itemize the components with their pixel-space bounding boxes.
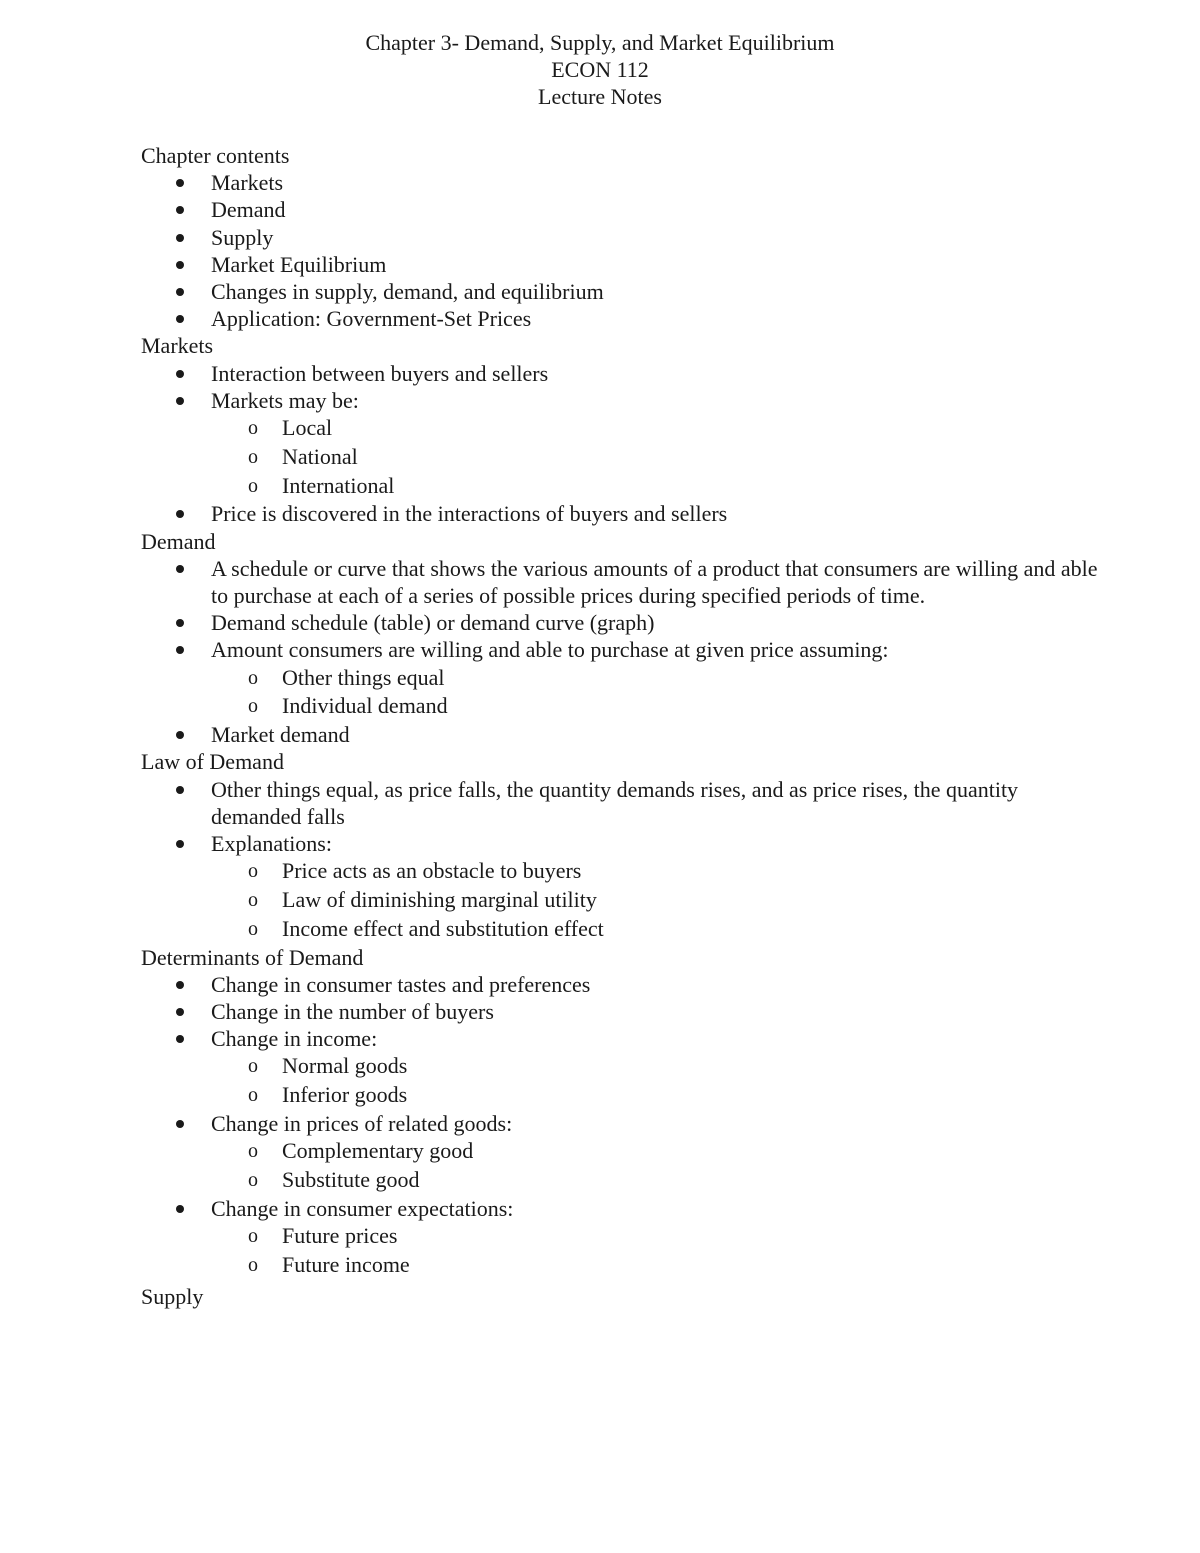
bullet-icon <box>176 565 184 573</box>
sub-list-item <box>141 1052 1101 1081</box>
hollow-bullet-icon: o <box>248 474 258 497</box>
sub-list-item-text: Complementary good <box>282 1138 474 1164</box>
bullet-list <box>141 169 1101 332</box>
list-item <box>141 278 1101 305</box>
section-heading: Markets <box>141 333 214 359</box>
sub-list-item <box>141 414 1101 443</box>
list-item-text: Markets <box>211 170 284 196</box>
bullet-icon <box>176 1205 184 1213</box>
sub-list-item <box>141 443 1101 472</box>
sub-list-item-text: Other things equal <box>282 664 445 690</box>
sub-list-item <box>141 1251 1101 1280</box>
bullet-icon <box>176 315 184 323</box>
sub-list-item-text: Normal goods <box>282 1053 408 1079</box>
bullet-icon <box>176 234 184 242</box>
bullet-icon <box>176 1035 184 1043</box>
list-item <box>141 998 1101 1025</box>
sub-list-item <box>141 692 1101 721</box>
sub-list-item-text: International <box>282 472 395 498</box>
sub-list-item <box>141 472 1101 501</box>
bullet-icon <box>176 261 184 269</box>
hollow-bullet-icon: o <box>248 417 258 440</box>
sub-list-item-text: Law of diminishing marginal utility <box>282 887 597 913</box>
bullet-icon <box>176 206 184 214</box>
sub-list-wrapper <box>141 857 1101 943</box>
bullet-icon <box>176 510 184 518</box>
list-item <box>141 1110 1101 1195</box>
list-item <box>141 169 1101 196</box>
list-item <box>141 971 1101 998</box>
sub-bullet-list <box>141 1137 1101 1195</box>
list-item-text: Price is discovered in the interactions of buyers and sellers <box>211 501 728 527</box>
list-item-text: Change in the number of buyers <box>211 999 494 1025</box>
sub-list-wrapper <box>141 414 1101 500</box>
bullet-icon <box>176 731 184 739</box>
sub-list-item-text: Future income <box>282 1251 410 1277</box>
list-item <box>141 196 1101 223</box>
bullet-icon <box>176 619 184 627</box>
section-heading: Demand <box>141 528 216 554</box>
list-item <box>141 636 1101 721</box>
list-item <box>141 721 1101 748</box>
sub-list-item <box>141 886 1101 915</box>
hollow-bullet-icon: o <box>248 1084 258 1107</box>
list-item-text: Change in consumer expectations: <box>211 1195 514 1221</box>
list-item-text: Interaction between buyers and sellers <box>211 360 549 386</box>
list-item-text: Demand schedule (table) or demand curve (graph) <box>211 610 655 636</box>
bullet-icon <box>176 397 184 405</box>
bullet-list <box>141 971 1101 1280</box>
sub-bullet-list <box>141 414 1101 500</box>
sub-list-item-text: Local <box>282 415 333 441</box>
bullet-list <box>141 555 1101 749</box>
sub-list-item <box>141 857 1101 886</box>
bullet-icon <box>176 288 184 296</box>
list-item <box>141 360 1101 387</box>
course-code: ECON 112 <box>551 57 649 82</box>
list-item-text: Supply <box>211 224 274 250</box>
sub-list-item <box>141 1222 1101 1251</box>
sub-list-item-text: Income effect and substitution effect <box>282 915 604 941</box>
list-item-text: Explanations: <box>211 831 332 857</box>
document-subtitle: Lecture Notes <box>538 84 662 109</box>
sub-list-item-text: Substitute good <box>282 1167 420 1193</box>
sub-list-item <box>141 1081 1101 1110</box>
document-header <box>0 29 1200 110</box>
sub-list-item-text: Inferior goods <box>282 1082 408 1108</box>
list-item-text: Market demand <box>211 722 350 748</box>
list-item <box>141 1025 1101 1110</box>
hollow-bullet-icon: o <box>248 1140 258 1163</box>
hollow-bullet-icon: o <box>248 1253 258 1276</box>
document-title: Chapter 3- Demand, Supply, and Market Equilibrium <box>365 30 835 55</box>
list-item <box>141 251 1101 278</box>
list-item-text: Demand <box>211 197 286 223</box>
hollow-bullet-icon: o <box>248 917 258 940</box>
sub-list-item <box>141 915 1101 944</box>
bullet-icon <box>176 1120 184 1128</box>
sub-list-item-text: Future prices <box>282 1223 398 1249</box>
hollow-bullet-icon: o <box>248 889 258 912</box>
bullet-icon <box>176 646 184 654</box>
list-item-text: Application: Government-Set Prices <box>211 306 532 332</box>
list-item-text: Amount consumers are willing and able to purchase at given price assuming: <box>211 637 889 663</box>
sub-list-item <box>141 1166 1101 1195</box>
list-item <box>141 609 1101 636</box>
hollow-bullet-icon: o <box>248 666 258 689</box>
list-item <box>141 224 1101 251</box>
list-item-text: Other things equal, as price falls, the quantity demands rises, and as price rises, the quantity demanded falls <box>211 776 1019 829</box>
sub-list-item-text: National <box>282 443 358 469</box>
list-item-text: Change in consumer tastes and preferences <box>211 971 591 997</box>
bullet-list <box>141 360 1101 528</box>
sub-list-wrapper <box>141 664 1101 722</box>
document-body <box>141 142 1101 1310</box>
sub-bullet-list <box>141 857 1101 943</box>
hollow-bullet-icon: o <box>248 1169 258 1192</box>
hollow-bullet-icon: o <box>248 1225 258 1248</box>
section-heading: Determinants of Demand <box>141 944 364 970</box>
section-heading: Law of Demand <box>141 749 284 775</box>
list-item-text: Change in income: <box>211 1026 378 1052</box>
list-item-text: Market Equilibrium <box>211 251 387 277</box>
hollow-bullet-icon: o <box>248 445 258 468</box>
list-item-text: Change in prices of related goods: <box>211 1111 513 1137</box>
sub-list-wrapper <box>141 1137 1101 1195</box>
sub-list-item <box>141 664 1101 693</box>
list-item <box>141 305 1101 332</box>
section-heading: Supply <box>141 1283 204 1309</box>
bullet-icon <box>176 840 184 848</box>
bullet-icon <box>176 981 184 989</box>
list-item <box>141 555 1101 609</box>
hollow-bullet-icon: o <box>248 860 258 883</box>
hollow-bullet-icon: o <box>248 695 258 718</box>
sub-list-wrapper <box>141 1222 1101 1280</box>
bullet-icon <box>176 1008 184 1016</box>
sub-list-item-text: Price acts as an obstacle to buyers <box>282 858 582 884</box>
section-heading: Chapter contents <box>141 143 290 168</box>
bullet-icon <box>176 786 184 794</box>
sub-bullet-list <box>141 1052 1101 1110</box>
list-item <box>141 500 1101 527</box>
sub-list-item <box>141 1137 1101 1166</box>
list-item <box>141 776 1101 830</box>
sub-bullet-list <box>141 664 1101 722</box>
bullet-list <box>141 776 1101 944</box>
hollow-bullet-icon: o <box>248 1055 258 1078</box>
list-item-text: Changes in supply, demand, and equilibrium <box>211 279 604 305</box>
list-item <box>141 387 1101 501</box>
bullet-icon <box>176 370 184 378</box>
bullet-icon <box>176 179 184 187</box>
list-item <box>141 1195 1101 1280</box>
sub-bullet-list <box>141 1222 1101 1280</box>
list-item <box>141 830 1101 944</box>
list-item-text: Markets may be: <box>211 387 359 413</box>
sub-list-wrapper <box>141 1052 1101 1110</box>
sub-list-item-text: Individual demand <box>282 693 448 719</box>
list-item-text: A schedule or curve that shows the various amounts of a product that consumers are willing and able to purchase at each of a series of possible prices during specified periods of time. <box>211 555 1098 609</box>
